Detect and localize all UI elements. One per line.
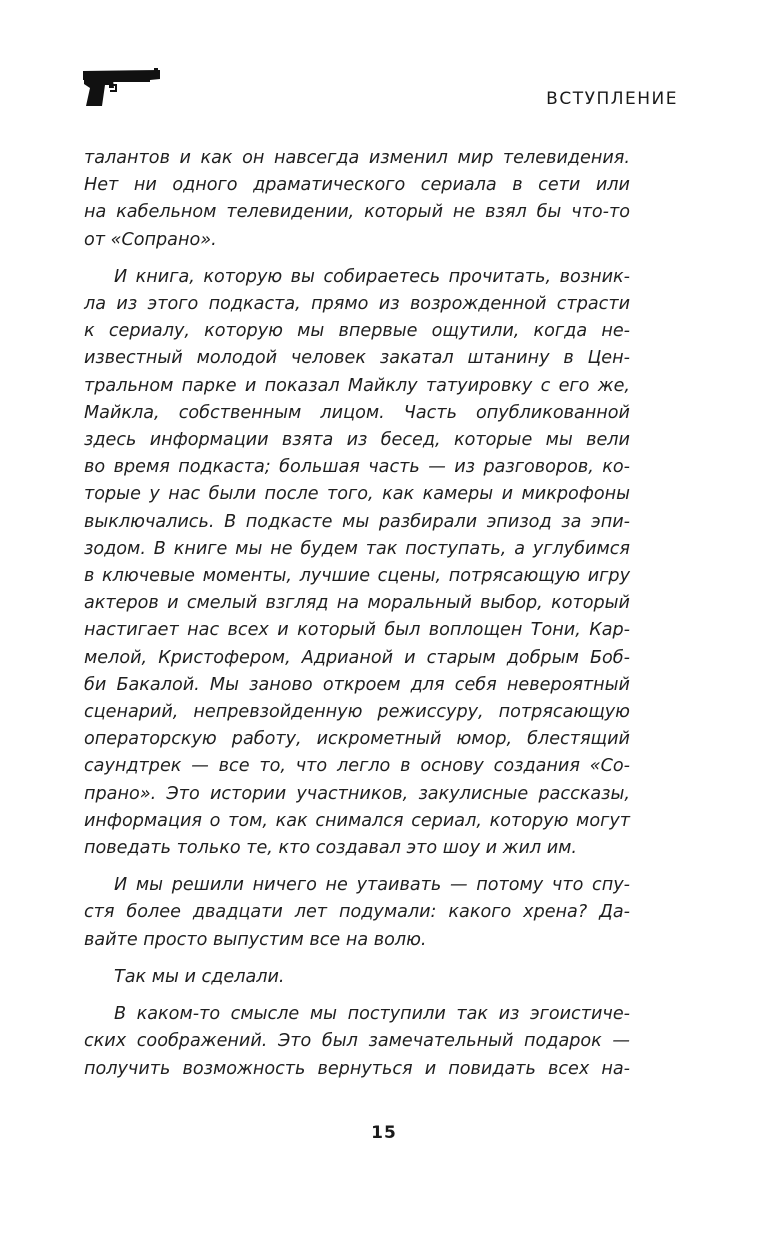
page-number: 15 — [371, 1123, 397, 1143]
running-title: ВСТУПЛЕНИЕ — [546, 89, 678, 109]
paragraph-3 — [84, 872, 630, 954]
text-line: ла из этого подкаста, прямо из возрожденной страсти — [84, 294, 630, 315]
text-line: информация о том, как снимался сериал, которую могут — [84, 810, 630, 831]
text-line: к сериалу, которую мы впервые ощутили, когда не- — [84, 321, 630, 342]
paragraph-2 — [84, 264, 630, 862]
text-line: на кабельном телевидении, который не взял бы что-то — [84, 202, 630, 223]
text-line: стя более двадцати лет подумали: какого хрена? Да- — [84, 902, 630, 923]
text-line: операторскую работу, искрометный юмор, блестящий — [84, 729, 630, 750]
text-line: во время подкаста; большая часть — из разговоров, ко- — [84, 457, 630, 478]
text-line: талантов и как он навсегда изменил мир телевидения. — [84, 148, 630, 168]
text-line: И мы решили ничего не утаивать — потому что спу- — [114, 875, 630, 896]
text-line: И книга, которую вы собираетесь прочитать, возник- — [114, 266, 630, 287]
text-line: известный молодой человек закатал штанину в Цен- — [84, 348, 630, 369]
text-line: В каком-то смысле мы поступили так из эгоистиче- — [114, 1004, 630, 1025]
pistol-icon — [80, 68, 162, 108]
text-line: поведать только те, кто создавал это шоу и жил им. — [84, 838, 578, 859]
text-line: вайте просто выпустим все на волю. — [84, 929, 427, 950]
text-line: в ключевые моменты, лучшие сцены, потрясающую игру — [84, 566, 630, 587]
text-line: прано». Это истории участников, закулисные рассказы, — [84, 783, 630, 804]
text-line: от «Сопрано». — [84, 229, 217, 250]
text-line: получить возможность вернуться и повидать всех на- — [84, 1058, 630, 1079]
text-line: зодом. В книге мы не будем так поступать, а углубимся — [84, 538, 630, 559]
text-line: Майкла, собственным лицом. Часть опубликованной — [84, 402, 630, 423]
text-line: тральном парке и показал Майклу татуировку с его же, — [84, 375, 630, 396]
paragraph-4 — [84, 964, 630, 991]
text-line: торые у нас были после того, как камеры и микрофоны — [84, 484, 630, 505]
text-line: би Бакалой. Мы заново откроем для себя невероятный — [84, 674, 630, 695]
text-line: сценарий, непревзойденную режиссуру, потрясающую — [84, 702, 630, 723]
text-line: саундтрек — все то, что легло в основу создания «Со- — [84, 756, 630, 777]
body-text — [84, 145, 630, 1083]
text-line: актеров и смелый взгляд на моральный выбор, который — [84, 593, 630, 614]
paragraph-1 — [84, 145, 630, 254]
text-line: выключались. В подкасте мы разбирали эпизод за эпи- — [84, 511, 630, 532]
paragraph-5 — [84, 1001, 630, 1083]
text-line: мелой, Кристофером, Адрианой и старым добрым Боб- — [84, 647, 630, 668]
text-line: Так мы и сделали. — [114, 966, 285, 987]
text-line: здесь информации взята из бесед, которые мы вели — [84, 430, 630, 451]
text-line: ских соображений. Это был замечательный подарок — — [84, 1031, 630, 1052]
text-line: настигает нас всех и который был воплощен Тони, Кар- — [84, 620, 630, 641]
text-line: Нет ни одного драматического сериала в сети или — [84, 175, 630, 196]
